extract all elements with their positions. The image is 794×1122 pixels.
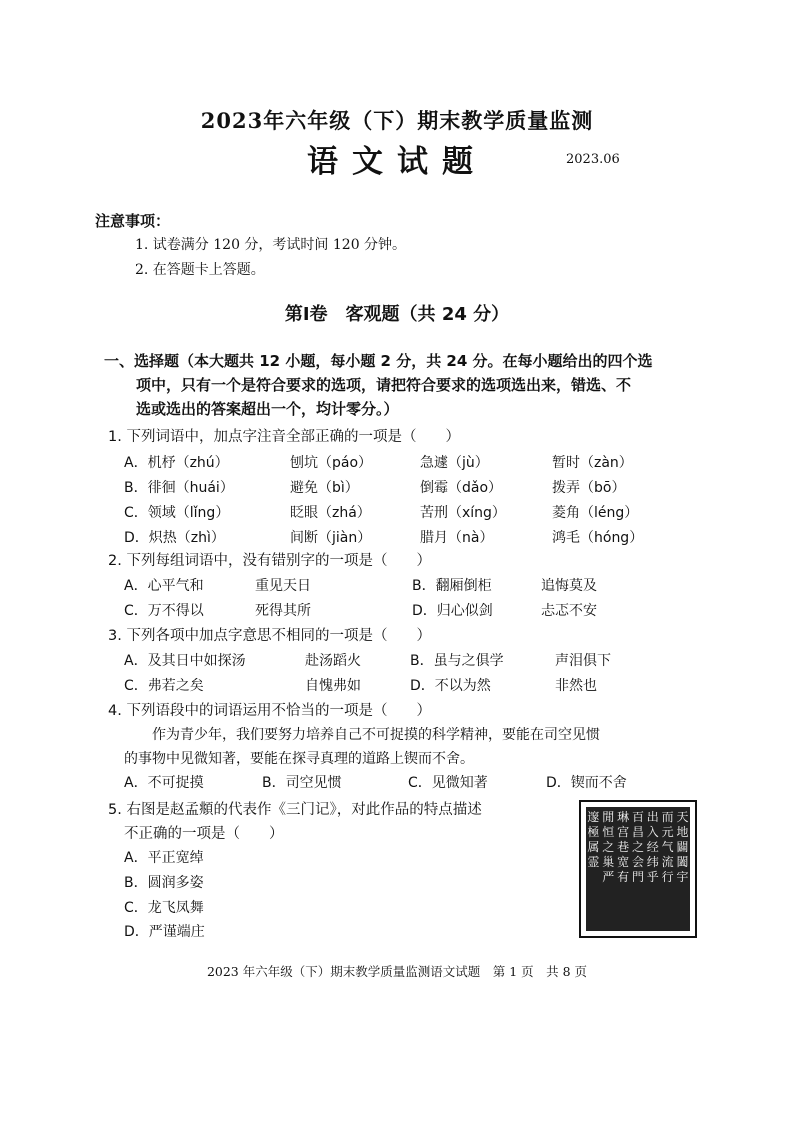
calligraphy-column: 出入经纬乎: [646, 810, 659, 884]
q3-option-b: B．虽与之俱学: [410, 653, 504, 669]
calligraphy-column: 邃極属霊: [587, 810, 600, 869]
q4-option-c: C．见微知著: [408, 775, 488, 791]
q3-option-a: A．及其日中如探汤: [124, 653, 246, 669]
q4-option-d: D．锲而不舍: [546, 775, 627, 791]
q1-option-d-1: D．炽热（zhì）: [124, 530, 225, 546]
question-3-stem: 3. 下列各项中加点字意思不相同的一项是（ ）: [108, 628, 431, 644]
q3-option-c-2: 自愧弗如: [305, 678, 361, 694]
q5-option-c: C．龙飞凤舞: [124, 900, 204, 916]
q5-option-d: D．严谨端庄: [124, 924, 205, 940]
question-1-stem: 1. 下列词语中，加点字注音全部正确的一项是（ ）: [108, 429, 460, 445]
question-2-stem: 2. 下列每组词语中，没有错别字的一项是（ ）: [108, 553, 431, 569]
question-4-stem: 4. 下列语段中的词语运用不恰当的一项是（ ）: [108, 703, 431, 719]
q2-option-b-2: 追悔莫及: [541, 578, 597, 594]
q5-option-b: B．圆润多姿: [124, 875, 204, 891]
q2-option-a-2: 重见天日: [255, 578, 311, 594]
q3-option-a-2: 赴汤蹈火: [305, 653, 361, 669]
q2-option-d-2: 忐忑不安: [541, 603, 597, 619]
notice-heading: 注意事项：: [95, 212, 171, 230]
q2-option-c: C．万不得以: [124, 603, 204, 619]
q1-option-b-1: B．徘徊（huái）: [124, 480, 234, 496]
q3-option-d-2: 非然也: [555, 678, 597, 694]
section-instruction-1: 一、选择题（本大题共 12 小题，每小题 2 分，共 24 分。在每小题给出的四个选: [104, 352, 653, 370]
q1-option-c-1: C．领域（lǐng）: [124, 505, 230, 521]
q3-option-c: C．弗若之矣: [124, 678, 204, 694]
q4-passage-line-2: 的事物中见微知著，要能在探寻真理的道路上锲而不舍。: [124, 751, 474, 767]
exam-subject-title: 语文试题: [307, 144, 487, 180]
q1-option-d-2: 间断（jiàn）: [290, 530, 372, 546]
q1-option-b-4: 拨弄（bō）: [552, 480, 626, 496]
q1-option-d-4: 鸿毛（hóng）: [552, 530, 644, 546]
question-5-stem-1: 5. 右图是赵孟頫的代表作《三门记》，对此作品的特点描述: [108, 802, 482, 818]
q1-option-b-2: 避免（bì）: [290, 480, 359, 496]
q2-option-c-2: 死得其所: [255, 603, 311, 619]
q4-passage-line-1: 作为青少年，我们要努力培养自己不可捉摸的科学精神，要能在司空见惯: [152, 727, 600, 743]
exam-date: 2023.06: [566, 152, 620, 167]
section-instruction-3: 选或选出的答案超出一个，均计零分。）: [136, 400, 399, 418]
q1-option-a-1: A．机杼（zhú）: [124, 455, 229, 471]
q1-option-a-2: 刨坑（páo）: [290, 455, 373, 471]
part-title: 第Ⅰ卷 客观题（共 24 分）: [284, 304, 510, 325]
q2-option-d: D．归心似剑: [412, 603, 493, 619]
q1-option-c-4: 菱角（léng）: [552, 505, 639, 521]
q1-option-b-3: 倒霉（dǎo）: [420, 480, 503, 496]
q4-option-b: B．司空见惯: [262, 775, 342, 791]
q1-option-a-3: 急遽（jù）: [420, 455, 489, 471]
q4-option-a: A．不可捉摸: [124, 775, 204, 791]
calligraphy-column: 而元气流行: [661, 810, 674, 884]
notice-item-2: 2. 在答题卡上答题。: [135, 262, 265, 278]
section-instruction-2: 项中，只有一个是符合要求的选项，请把符合要求的选项选出来，错选、不: [136, 376, 632, 394]
q3-option-d: D．不以为然: [410, 678, 491, 694]
q1-option-a-4: 暂时（zàn）: [552, 455, 633, 471]
q1-option-c-3: 苦刑（xíng）: [420, 505, 506, 521]
q2-option-a: A．心平气和: [124, 578, 204, 594]
q1-option-d-3: 腊月（nà）: [420, 530, 494, 546]
question-5-stem-2: 不正确的一项是（ ）: [124, 826, 284, 842]
q5-option-a: A．平正宽绰: [124, 850, 204, 866]
notice-item-1: 1. 试卷满分 120 分，考试时间 120 分钟。: [135, 237, 407, 253]
exam-title: 2023年六年级（下）期末教学质量监测: [200, 108, 594, 133]
q1-option-c-2: 眨眼（zhá）: [290, 505, 371, 521]
calligraphy-column: 閒恒之巢严: [602, 810, 615, 884]
calligraphy-column: 琳宫巷宽有: [617, 810, 630, 884]
calligraphy-column: 天地闢闔宇: [676, 810, 689, 884]
calligraphy-image: [579, 800, 697, 938]
q2-option-b: B．翻厢倒柜: [412, 578, 492, 594]
q3-option-b-2: 声泪俱下: [555, 653, 611, 669]
calligraphy-column: 百昌之会門: [631, 810, 644, 884]
page-footer: 2023 年六年级（下）期末教学质量监测语文试题 第 1 页 共 8 页: [206, 964, 588, 979]
